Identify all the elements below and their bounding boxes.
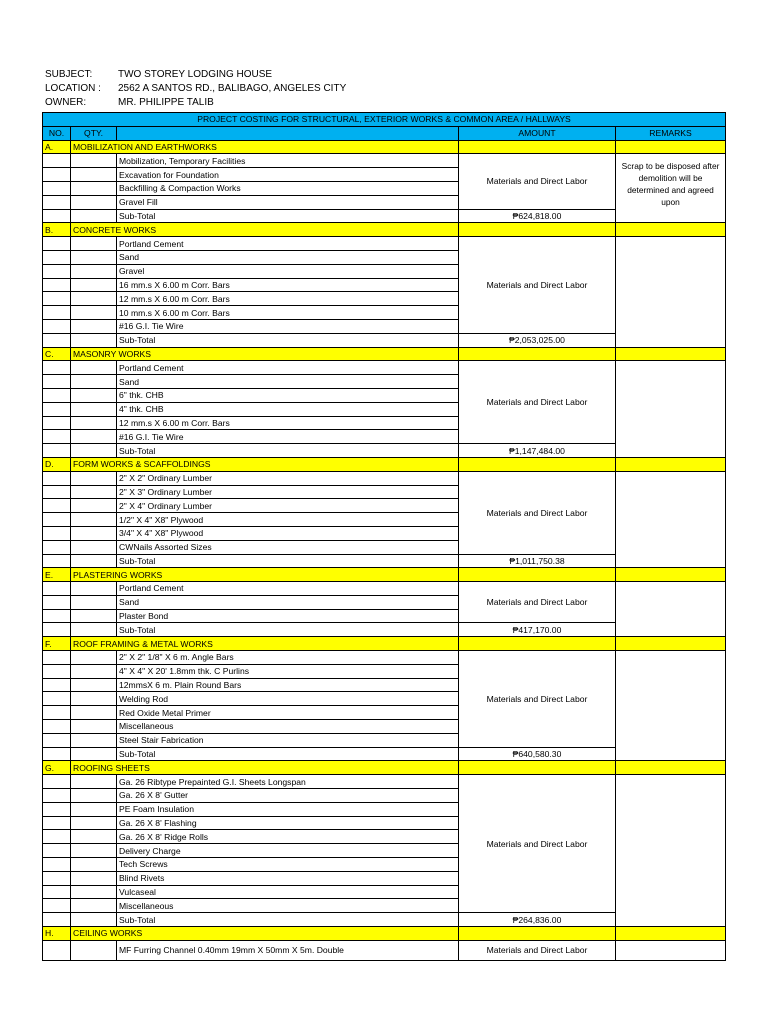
remarks-cell — [616, 775, 726, 927]
row-qty-cell — [71, 181, 117, 195]
item-description: Excavation for Foundation — [117, 168, 459, 182]
row-qty-cell — [71, 444, 117, 458]
section-remarks-cell — [616, 927, 726, 941]
item-description: 4" X 4" X 20' 1.8mm thk. C Purlins — [117, 664, 459, 678]
location-label: LOCATION : — [45, 83, 101, 94]
section-amount-cell — [459, 140, 616, 154]
row-no-cell — [43, 706, 71, 720]
section-amount-cell — [459, 637, 616, 651]
row-qty-cell — [71, 706, 117, 720]
item-description: 4" thk. CHB — [117, 402, 459, 416]
row-qty-cell — [71, 154, 117, 168]
section-letter: C. — [43, 347, 71, 361]
section-letter: H. — [43, 927, 71, 941]
section-name: ROOFING SHEETS — [71, 761, 459, 775]
row-no-cell — [43, 361, 71, 375]
item-description: Gravel — [117, 264, 459, 278]
col-amount-header: AMOUNT — [459, 126, 616, 140]
col-qty-header: QTY. — [71, 126, 117, 140]
section-remarks-cell — [616, 637, 726, 651]
row-no-cell — [43, 388, 71, 402]
subject-value: TWO STOREY LODGING HOUSE — [118, 69, 273, 80]
table-row — [43, 237, 726, 251]
row-qty-cell — [71, 430, 117, 444]
row-no-cell — [43, 733, 71, 747]
row-qty-cell — [71, 499, 117, 513]
row-no-cell — [43, 168, 71, 182]
item-description: 12mmsX 6 m. Plain Round Bars — [117, 678, 459, 692]
row-qty-cell — [71, 789, 117, 803]
item-description: 1/2" X 4" X8" Plywood — [117, 513, 459, 527]
subtotal-amount: ₱2,053,025.00 — [459, 333, 616, 347]
row-qty-cell — [71, 747, 117, 761]
item-description: 2" X 3" Ordinary Lumber — [117, 485, 459, 499]
table-row — [43, 582, 726, 596]
row-no-cell — [43, 209, 71, 223]
row-qty-cell — [71, 609, 117, 623]
column-header-row — [43, 126, 726, 140]
item-description: Red Oxide Metal Primer — [117, 706, 459, 720]
table-row — [43, 651, 726, 665]
owner-value: MR. PHILIPPE TALIB — [118, 97, 214, 108]
item-description: 2" X 4" Ordinary Lumber — [117, 499, 459, 513]
row-qty-cell — [71, 692, 117, 706]
materials-labor-cell: Materials and Direct Labor — [459, 154, 616, 209]
item-description: 6" thk. CHB — [117, 388, 459, 402]
row-no-cell — [43, 789, 71, 803]
subtotal-amount: ₱1,011,750.38 — [459, 554, 616, 568]
item-description: 2" X 2" 1/8" X 6 m. Angle Bars — [117, 651, 459, 665]
owner-line — [45, 97, 214, 109]
remarks-cell — [616, 940, 726, 960]
item-description: Portland Cement — [117, 237, 459, 251]
section-letter: G. — [43, 761, 71, 775]
item-description: Blind Rivets — [117, 871, 459, 885]
row-no-cell — [43, 195, 71, 209]
section-remarks-cell — [616, 140, 726, 154]
item-description: #16 G.I. Tie Wire — [117, 319, 459, 333]
subtotal-amount: ₱624,818.00 — [459, 209, 616, 223]
row-qty-cell — [71, 858, 117, 872]
row-qty-cell — [71, 402, 117, 416]
section-remarks-cell — [616, 761, 726, 775]
section-header-row — [43, 927, 726, 941]
row-qty-cell — [71, 513, 117, 527]
subject-label: SUBJECT: — [45, 69, 93, 80]
row-qty-cell — [71, 830, 117, 844]
section-remarks-cell — [616, 457, 726, 471]
subtotal-label: Sub-Total — [117, 554, 459, 568]
row-qty-cell — [71, 209, 117, 223]
subtotal-label: Sub-Total — [117, 747, 459, 761]
row-qty-cell — [71, 292, 117, 306]
item-description: 3/4" X 4" X8" Plywood — [117, 526, 459, 540]
row-qty-cell — [71, 416, 117, 430]
row-no-cell — [43, 471, 71, 485]
row-no-cell — [43, 940, 71, 960]
section-header-row — [43, 637, 726, 651]
row-no-cell — [43, 499, 71, 513]
row-qty-cell — [71, 264, 117, 278]
row-qty-cell — [71, 319, 117, 333]
row-no-cell — [43, 871, 71, 885]
row-no-cell — [43, 651, 71, 665]
row-qty-cell — [71, 720, 117, 734]
row-no-cell — [43, 444, 71, 458]
row-qty-cell — [71, 775, 117, 789]
row-qty-cell — [71, 623, 117, 637]
section-header-row — [43, 761, 726, 775]
section-header-row — [43, 140, 726, 154]
subtotal-amount: ₱1,147,484.00 — [459, 444, 616, 458]
subtotal-label: Sub-Total — [117, 913, 459, 927]
subtotal-label: Sub-Total — [117, 209, 459, 223]
row-qty-cell — [71, 375, 117, 389]
section-amount-cell — [459, 761, 616, 775]
row-qty-cell — [71, 526, 117, 540]
item-description: Sand — [117, 375, 459, 389]
row-no-cell — [43, 844, 71, 858]
row-qty-cell — [71, 195, 117, 209]
location-line — [45, 83, 346, 95]
section-name: PLASTERING WORKS — [71, 568, 459, 582]
section-letter: A. — [43, 140, 71, 154]
row-no-cell — [43, 913, 71, 927]
row-no-cell — [43, 678, 71, 692]
remarks-cell — [616, 582, 726, 637]
row-no-cell — [43, 513, 71, 527]
item-description: Delivery Charge — [117, 844, 459, 858]
item-description: Mobilization, Temporary Facilities — [117, 154, 459, 168]
table-row — [43, 471, 726, 485]
item-description: Ga. 26 X 8' Ridge Rolls — [117, 830, 459, 844]
row-qty-cell — [71, 844, 117, 858]
row-qty-cell — [71, 871, 117, 885]
row-no-cell — [43, 292, 71, 306]
row-no-cell — [43, 264, 71, 278]
remarks-cell — [616, 651, 726, 761]
table-row — [43, 775, 726, 789]
item-description: Ga. 26 X 8' Gutter — [117, 789, 459, 803]
row-no-cell — [43, 623, 71, 637]
location-value: 2562 A SANTOS RD., BALIBAGO, ANGELES CITY — [118, 83, 347, 94]
item-description: Sand — [117, 595, 459, 609]
row-qty-cell — [71, 940, 117, 960]
row-qty-cell — [71, 388, 117, 402]
item-description: Portland Cement — [117, 361, 459, 375]
row-no-cell — [43, 830, 71, 844]
subtotal-amount: ₱640,580.30 — [459, 747, 616, 761]
row-qty-cell — [71, 885, 117, 899]
item-description: Welding Rod — [117, 692, 459, 706]
section-amount-cell — [459, 223, 616, 237]
section-header-row — [43, 223, 726, 237]
row-qty-cell — [71, 250, 117, 264]
item-description: Sand — [117, 250, 459, 264]
item-description: CWNails Assorted Sizes — [117, 540, 459, 554]
col-no-header: NO. — [43, 126, 71, 140]
item-description: Tech Screws — [117, 858, 459, 872]
row-qty-cell — [71, 278, 117, 292]
section-header-row — [43, 457, 726, 471]
row-qty-cell — [71, 913, 117, 927]
row-qty-cell — [71, 554, 117, 568]
subtotal-label: Sub-Total — [117, 623, 459, 637]
row-no-cell — [43, 816, 71, 830]
row-no-cell — [43, 858, 71, 872]
item-description: Miscellaneous — [117, 720, 459, 734]
materials-labor-cell: Materials and Direct Labor — [459, 940, 616, 960]
row-no-cell — [43, 775, 71, 789]
remarks-cell: Scrap to be disposed after demolition will be determined and agreed upon — [616, 154, 726, 223]
section-header-row — [43, 347, 726, 361]
materials-labor-cell: Materials and Direct Labor — [459, 582, 616, 623]
row-qty-cell — [71, 651, 117, 665]
section-amount-cell — [459, 347, 616, 361]
item-description: Backfilling & Compaction Works — [117, 181, 459, 195]
row-qty-cell — [71, 237, 117, 251]
table-row — [43, 361, 726, 375]
materials-labor-cell: Materials and Direct Labor — [459, 471, 616, 554]
row-qty-cell — [71, 361, 117, 375]
item-description: Vulcaseal — [117, 885, 459, 899]
item-description: 12 mm.s X 6.00 m Corr. Bars — [117, 416, 459, 430]
row-qty-cell — [71, 168, 117, 182]
item-description: Portland Cement — [117, 582, 459, 596]
col-description-header — [117, 126, 459, 140]
row-qty-cell — [71, 582, 117, 596]
section-name: MASONRY WORKS — [71, 347, 459, 361]
costing-table-body — [43, 113, 726, 961]
subtotal-amount: ₱417,170.00 — [459, 623, 616, 637]
item-description: 16 mm.s X 6.00 m Corr. Bars — [117, 278, 459, 292]
materials-labor-cell: Materials and Direct Labor — [459, 775, 616, 913]
section-remarks-cell — [616, 568, 726, 582]
row-qty-cell — [71, 333, 117, 347]
item-description: 2" X 2" Ordinary Lumber — [117, 471, 459, 485]
row-no-cell — [43, 609, 71, 623]
item-description: Gravel Fill — [117, 195, 459, 209]
row-no-cell — [43, 278, 71, 292]
section-name: ROOF FRAMING & METAL WORKS — [71, 637, 459, 651]
row-no-cell — [43, 306, 71, 320]
row-no-cell — [43, 664, 71, 678]
row-no-cell — [43, 595, 71, 609]
table-title: PROJECT COSTING FOR STRUCTURAL, EXTERIOR WORKS & COMMON AREA / HALLWAYS — [43, 113, 726, 127]
row-no-cell — [43, 333, 71, 347]
row-no-cell — [43, 402, 71, 416]
section-amount-cell — [459, 927, 616, 941]
row-no-cell — [43, 885, 71, 899]
materials-labor-cell: Materials and Direct Labor — [459, 361, 616, 444]
section-header-row — [43, 568, 726, 582]
subject-line — [45, 69, 272, 81]
row-no-cell — [43, 375, 71, 389]
item-description: #16 G.I. Tie Wire — [117, 430, 459, 444]
item-description: Ga. 26 Ribtype Prepainted G.I. Sheets Longspan — [117, 775, 459, 789]
subtotal-amount: ₱264,836.00 — [459, 913, 616, 927]
section-letter: D. — [43, 457, 71, 471]
subtotal-label: Sub-Total — [117, 444, 459, 458]
subtotal-label: Sub-Total — [117, 333, 459, 347]
section-remarks-cell — [616, 347, 726, 361]
row-no-cell — [43, 582, 71, 596]
section-name: FORM WORKS & SCAFFOLDINGS — [71, 457, 459, 471]
row-no-cell — [43, 319, 71, 333]
row-qty-cell — [71, 540, 117, 554]
row-no-cell — [43, 181, 71, 195]
col-remarks-header: REMARKS — [616, 126, 726, 140]
section-amount-cell — [459, 568, 616, 582]
row-no-cell — [43, 554, 71, 568]
section-name: CONCRETE WORKS — [71, 223, 459, 237]
row-no-cell — [43, 430, 71, 444]
row-qty-cell — [71, 471, 117, 485]
row-no-cell — [43, 720, 71, 734]
item-description: MF Furring Channel 0.40mm 19mm X 50mm X 5m. Double — [117, 940, 459, 960]
row-no-cell — [43, 747, 71, 761]
section-remarks-cell — [616, 223, 726, 237]
item-description: Plaster Bond — [117, 609, 459, 623]
row-no-cell — [43, 237, 71, 251]
row-no-cell — [43, 250, 71, 264]
row-no-cell — [43, 154, 71, 168]
materials-labor-cell: Materials and Direct Labor — [459, 651, 616, 748]
row-no-cell — [43, 416, 71, 430]
section-letter: E. — [43, 568, 71, 582]
row-qty-cell — [71, 816, 117, 830]
remarks-cell — [616, 237, 726, 347]
owner-label: OWNER: — [45, 97, 87, 108]
row-qty-cell — [71, 485, 117, 499]
section-letter: B. — [43, 223, 71, 237]
table-row — [43, 940, 726, 960]
table-title-row — [43, 113, 726, 127]
row-no-cell — [43, 526, 71, 540]
section-name: MOBILIZATION AND EARTHWORKS — [71, 140, 459, 154]
item-description: 10 mm.s X 6.00 m Corr. Bars — [117, 306, 459, 320]
section-letter: F. — [43, 637, 71, 651]
row-no-cell — [43, 540, 71, 554]
row-qty-cell — [71, 306, 117, 320]
row-no-cell — [43, 692, 71, 706]
item-description: Steel Stair Fabrication — [117, 733, 459, 747]
row-qty-cell — [71, 899, 117, 913]
materials-labor-cell: Materials and Direct Labor — [459, 237, 616, 334]
remarks-cell — [616, 471, 726, 568]
item-description: PE Foam Insulation — [117, 802, 459, 816]
row-qty-cell — [71, 664, 117, 678]
row-qty-cell — [71, 733, 117, 747]
item-description: 12 mm.s X 6.00 m Corr. Bars — [117, 292, 459, 306]
row-qty-cell — [71, 595, 117, 609]
remarks-cell — [616, 361, 726, 458]
row-no-cell — [43, 899, 71, 913]
row-qty-cell — [71, 678, 117, 692]
item-description: Ga. 26 X 8' Flashing — [117, 816, 459, 830]
row-no-cell — [43, 485, 71, 499]
section-amount-cell — [459, 457, 616, 471]
section-name: CEILING WORKS — [71, 927, 459, 941]
row-qty-cell — [71, 802, 117, 816]
item-description: Miscellaneous — [117, 899, 459, 913]
row-no-cell — [43, 802, 71, 816]
costing-table — [42, 112, 726, 961]
table-row — [43, 154, 726, 168]
